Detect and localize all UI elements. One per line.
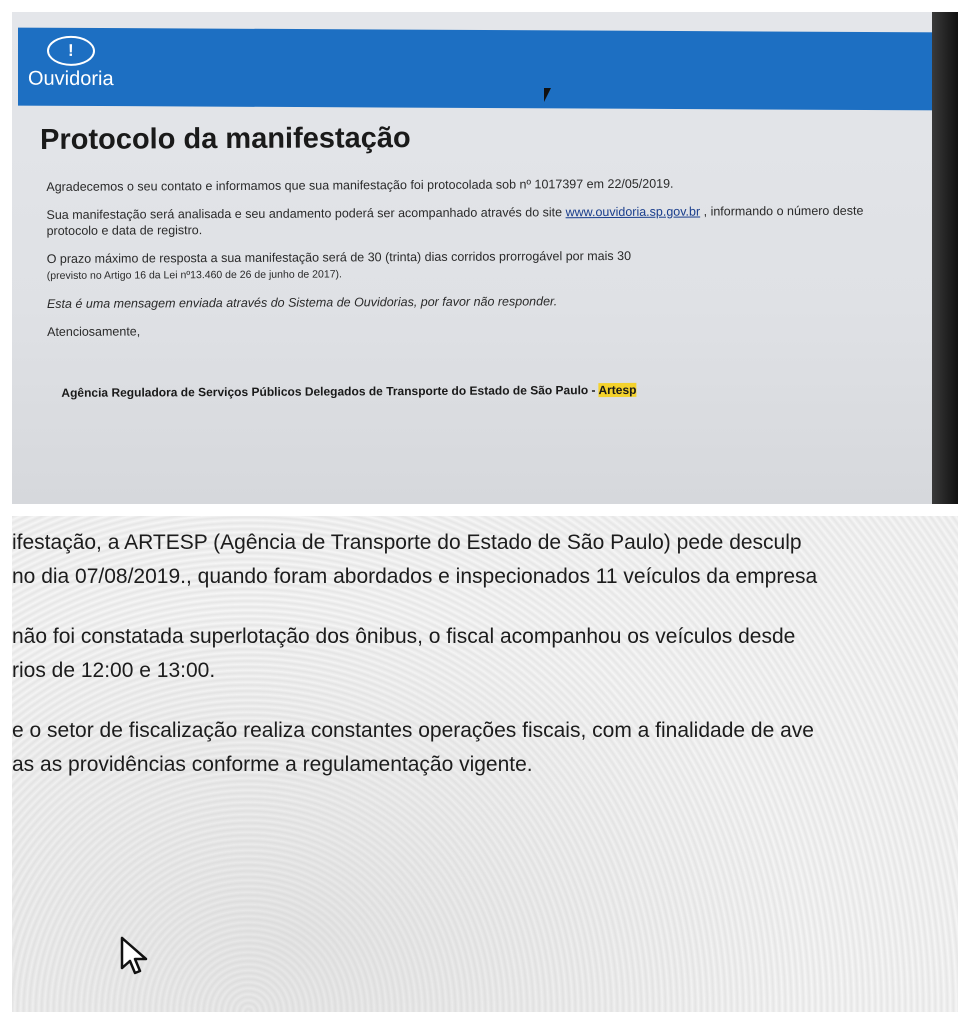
agency-signature [61,381,911,399]
letter-line: no dia 07/08/2019., quando foram abordados e inspecionados 11 veículos da empresa [12,565,818,588]
letter-line: ifestação, a ARTESP (Agência de Transporte do Estado de São Paulo) pede desculp [12,531,802,554]
deadline-law-reference: (previsto no Artigo 16 da Lei nº13.460 de 26 de junho de 2017). [46,268,342,282]
thanks-paragraph: Agradecemos o seu contato e informamos que sua manifestação foi protocolada sob nº 1017397 em 22/05/2019. [46,176,674,194]
followup-text-before: Sua manifestação será analisada e seu andamento poderá ser acompanhado através do site [46,205,566,222]
deadline-text: O prazo máximo de resposta a sua manifestação será de 30 (trinta) dias corridos prorrogável por mais 30 [46,248,632,266]
mouse-cursor-icon [120,936,150,976]
deadline-paragraph [47,246,911,284]
letter-line: não foi constatada superlotação dos ônibus, o fiscal acompanhou os veículos desde [12,625,796,648]
followup-text-after: , informando o número deste protocolo e data de registro. [46,203,864,238]
ouvidoria-logo[interactable] [28,36,114,91]
agency-name: Agência Reguladora de Serviços Públicos Delegados de Transporte do Estado de São Paulo - [61,383,599,400]
monitor-bezel [932,12,958,504]
letter-line: rios de 12:00 e 13:00. [12,659,216,682]
speech-bubble-exclamation-icon: ! [47,36,95,66]
response-letter-text [12,526,958,782]
brand-name: Ouvidoria [28,67,114,91]
response-letter-photo [12,516,958,1012]
page-title: Protocolo da manifestação [40,122,411,156]
followup-paragraph [46,202,910,239]
artesp-highlight: Artesp [598,382,637,398]
screenshot-top-photo [12,12,958,504]
letter-line: as as providências conforme a regulamentação vigente. [12,753,533,776]
letter-line: e o setor de fiscalização realiza constantes operações fiscais, com a finalidade de ave [12,719,814,742]
mouse-cursor-icon [544,88,558,102]
ouvidoria-header [18,28,944,111]
no-reply-notice: Esta é uma mensagem enviada através do Sistema de Ouvidorias, por favor não responder. [46,294,558,311]
closing-text: Atenciosamente, [47,324,141,339]
ouvidoria-site-link[interactable]: www.ouvidoria.sp.gov.br [565,204,701,220]
protocol-message [40,119,911,400]
